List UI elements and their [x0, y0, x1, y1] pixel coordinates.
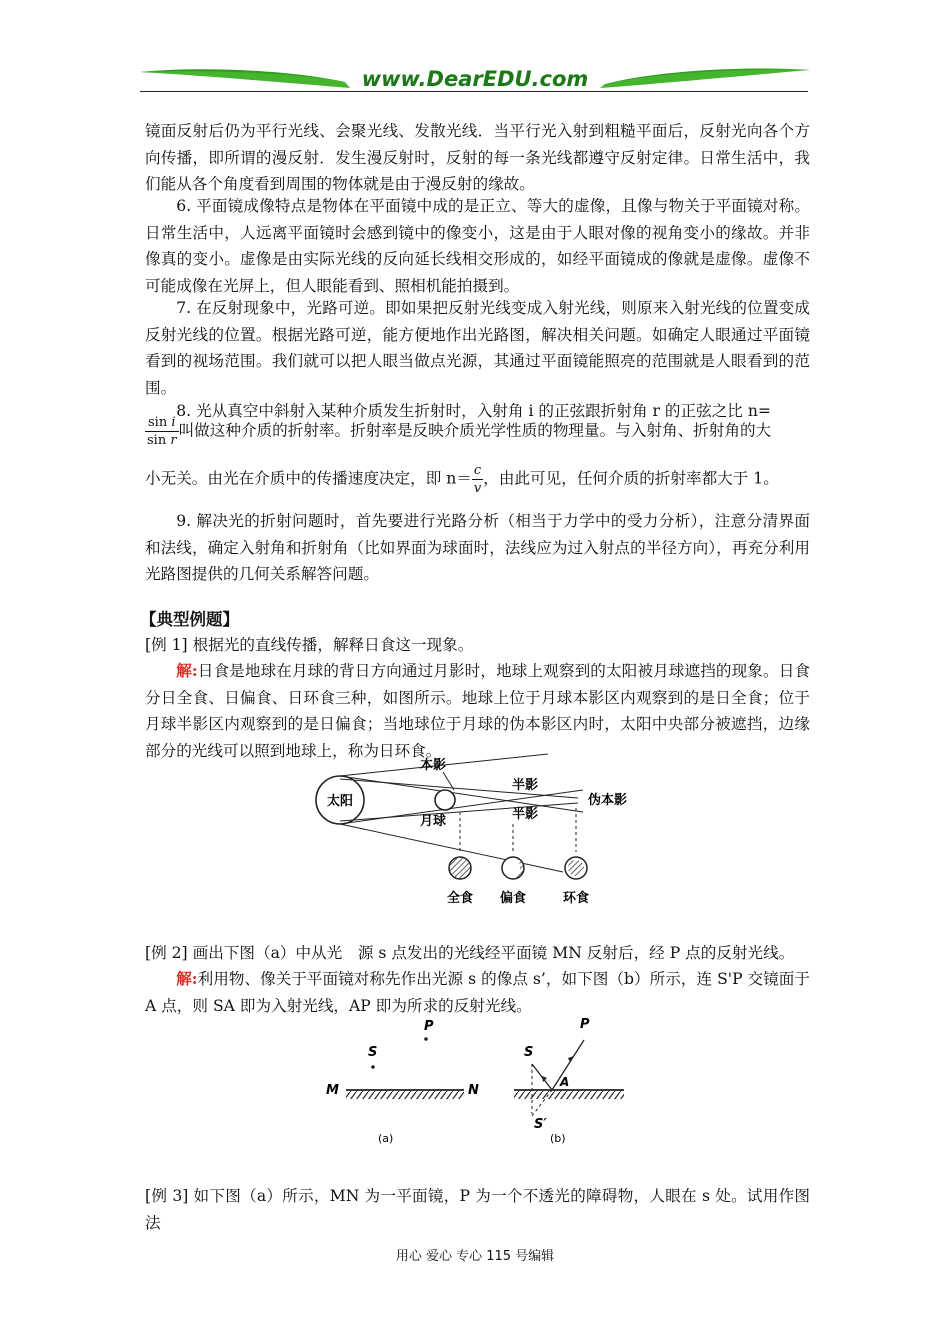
total-eclipse-label: 全食 — [446, 891, 474, 906]
penumbra-bottom-label: 半影 — [512, 807, 539, 822]
ray-umbra-bottom — [340, 803, 578, 821]
page-footer: 用心 爱心 专心 115 号编辑 — [395, 1249, 555, 1264]
fig-a-P-point — [424, 1037, 428, 1041]
fig-b-S-label: S — [524, 1045, 534, 1060]
fig-a-N-label: N — [468, 1083, 479, 1098]
paragraph-9: 9. 解决光的折射问题时，首先要进行光路分析（相当于力学中的受力分析），注意分清界面和法线，确定入射角和折射角（比如界面为球面时，法线应为过入射点的半径方向），再充分利用光路图提供的几何关系解答问题。 — [145, 512, 810, 583]
example-1-answer: 解:日食是地球在月球的背日方向通过月影时，地球上观察到的太阳被月球遮挡的现象。日食分日全食、日偏食、日环食三种，如图所示。地球上位于月球本影区内观察到的是日全食；位于月球半影区内观察到的是日偏食；当地球位于月球的伪本影区内时，太阳中央部分被遮挡，边缘部分的光线可以照到地球上，称为日环食。 — [145, 661, 810, 760]
total-eclipse-icon — [449, 857, 471, 879]
fig-b-P-label: P — [580, 1017, 590, 1032]
paragraph-8-line1: 8. 光从真空中斜射入某种介质发生折射时，入射角 i 的正弦跟折射角 r 的正弦之比 n= — [176, 402, 771, 420]
example-2-question: [例 2] 画出下图（a）中从光 源 s 点发出的光线经平面镜 MN 反射后，经 P 点的反射光线。 — [145, 944, 795, 962]
umbra-label: 本影 — [420, 758, 447, 773]
fig-a-P-label: P — [424, 1019, 434, 1034]
penumbra-top-label: 半影 — [512, 778, 539, 793]
fraction-sin-i-over-sin-r: $\frac{\text{sin i}}{\text{sin r}}$ — [147, 415, 177, 448]
paragraph-diffuse-reflection: 镜面反射后仍为平行光线、会聚光线、发散光线．当平行光入射到粗糙平面后，反射光向各个方向传播，即所谓的漫反射．发生漫反射时，反射的每一条光线都遵守反射定律。日常生活中，我们能从各个角度看到周围的物体就是由于漫反射的缘故。 — [145, 122, 810, 193]
header-swoosh-left-b — [140, 71, 350, 88]
fig-b-A-label: A — [560, 1075, 570, 1089]
fig-b-incident-ray — [532, 1064, 552, 1090]
paragraph-8-line3: 小无关。由光在介质中的传播速度决定，即 n＝ $\frac{c}{v}$ ，由此可见，任何介质的折射率都大于 1。 — [145, 463, 779, 496]
mirror-reflection-diagram — [320, 1012, 630, 1152]
eclipse-diagram — [308, 752, 648, 912]
fig-a-caption: (a) — [378, 1132, 394, 1145]
paragraph-6: 6. 平面镜成像特点是物体在平面镜中成的是正立、等大的虚像，且像与物关于平面镜对称。日常生活中，人远离平面镜时会感到镜中的像变小，这是由于人眼对像的视角变小的缘故。并非像真的变小。虚像是由实际光线的反向延长线相交形成的，如经平面镜成的像就是虚像。虚像不可能成像在光屏上，但人眼能看到、照相机能拍摄到。 — [145, 197, 810, 295]
ray-umbra-top — [340, 779, 578, 798]
fig-a-mirror-hatch — [346, 1091, 464, 1099]
antumbra-label: 伪本影 — [588, 793, 628, 808]
fraction-c-over-v: $\frac{c}{v}$ — [473, 463, 482, 496]
paragraph-7: 7. 在反射现象中，光路可逆。即如果把反射光线变成入射光线，则原来入射光线的位置变成反射光线的位置。根据光路可逆，能方便地作出光路图，解决相关问题。如确定人眼通过平面镜看到的视场范围。我们就可以把人眼当做点光源，其通过平面镜能照亮的范围就是人眼看到的范围。 — [145, 299, 810, 397]
partial-eclipse-label: 偏食 — [499, 891, 527, 906]
annular-eclipse-core — [568, 860, 584, 876]
paragraph-8-line2: $\frac{\text{sin i}}{\text{sin r}}$ 叫做这种介质的折射率。折射率是反映介质光学性质的物理量。与入射角、折射角的大 — [147, 415, 772, 448]
fig-a-S-label: S — [368, 1045, 378, 1060]
annular-eclipse-label: 环食 — [562, 891, 590, 906]
fig-b-Sprime-label: S′ — [534, 1117, 547, 1132]
sun-label: 太阳 — [326, 794, 354, 809]
section-title-typical-examples: 【典型例题】 — [140, 610, 239, 629]
example-2-answer: 解:利用物、像关于平面镜对称先作出光源 s 的像点 s’，如下图（b）所示，连 S'P 交镜面于 A 点，则 SA 即为入射光线，AP 即为所求的反射光线。 — [145, 969, 810, 1015]
fig-a-S-point — [371, 1065, 375, 1069]
fig-b-mirror-hatch — [514, 1091, 624, 1099]
fig-a-M-label: M — [326, 1083, 339, 1098]
example-3-question: [例 3] 如下图（a）所示，MN 为一平面镜，P 为一个不透光的障碍物，人眼在 s 处。试用作图法 — [145, 1187, 810, 1232]
example-1-question: [例 1] 根据光的直线传播，解释日食这一现象。 — [145, 636, 474, 654]
solution-label: 解: — [176, 661, 198, 680]
moon-label: 月球 — [420, 814, 447, 829]
solution-label: 解: — [176, 969, 198, 988]
header-rule — [140, 91, 808, 92]
moon-circle — [435, 790, 455, 810]
header-logo-text: www.DearEDU.com — [361, 67, 589, 91]
fig-b-caption: (b) — [550, 1132, 566, 1145]
